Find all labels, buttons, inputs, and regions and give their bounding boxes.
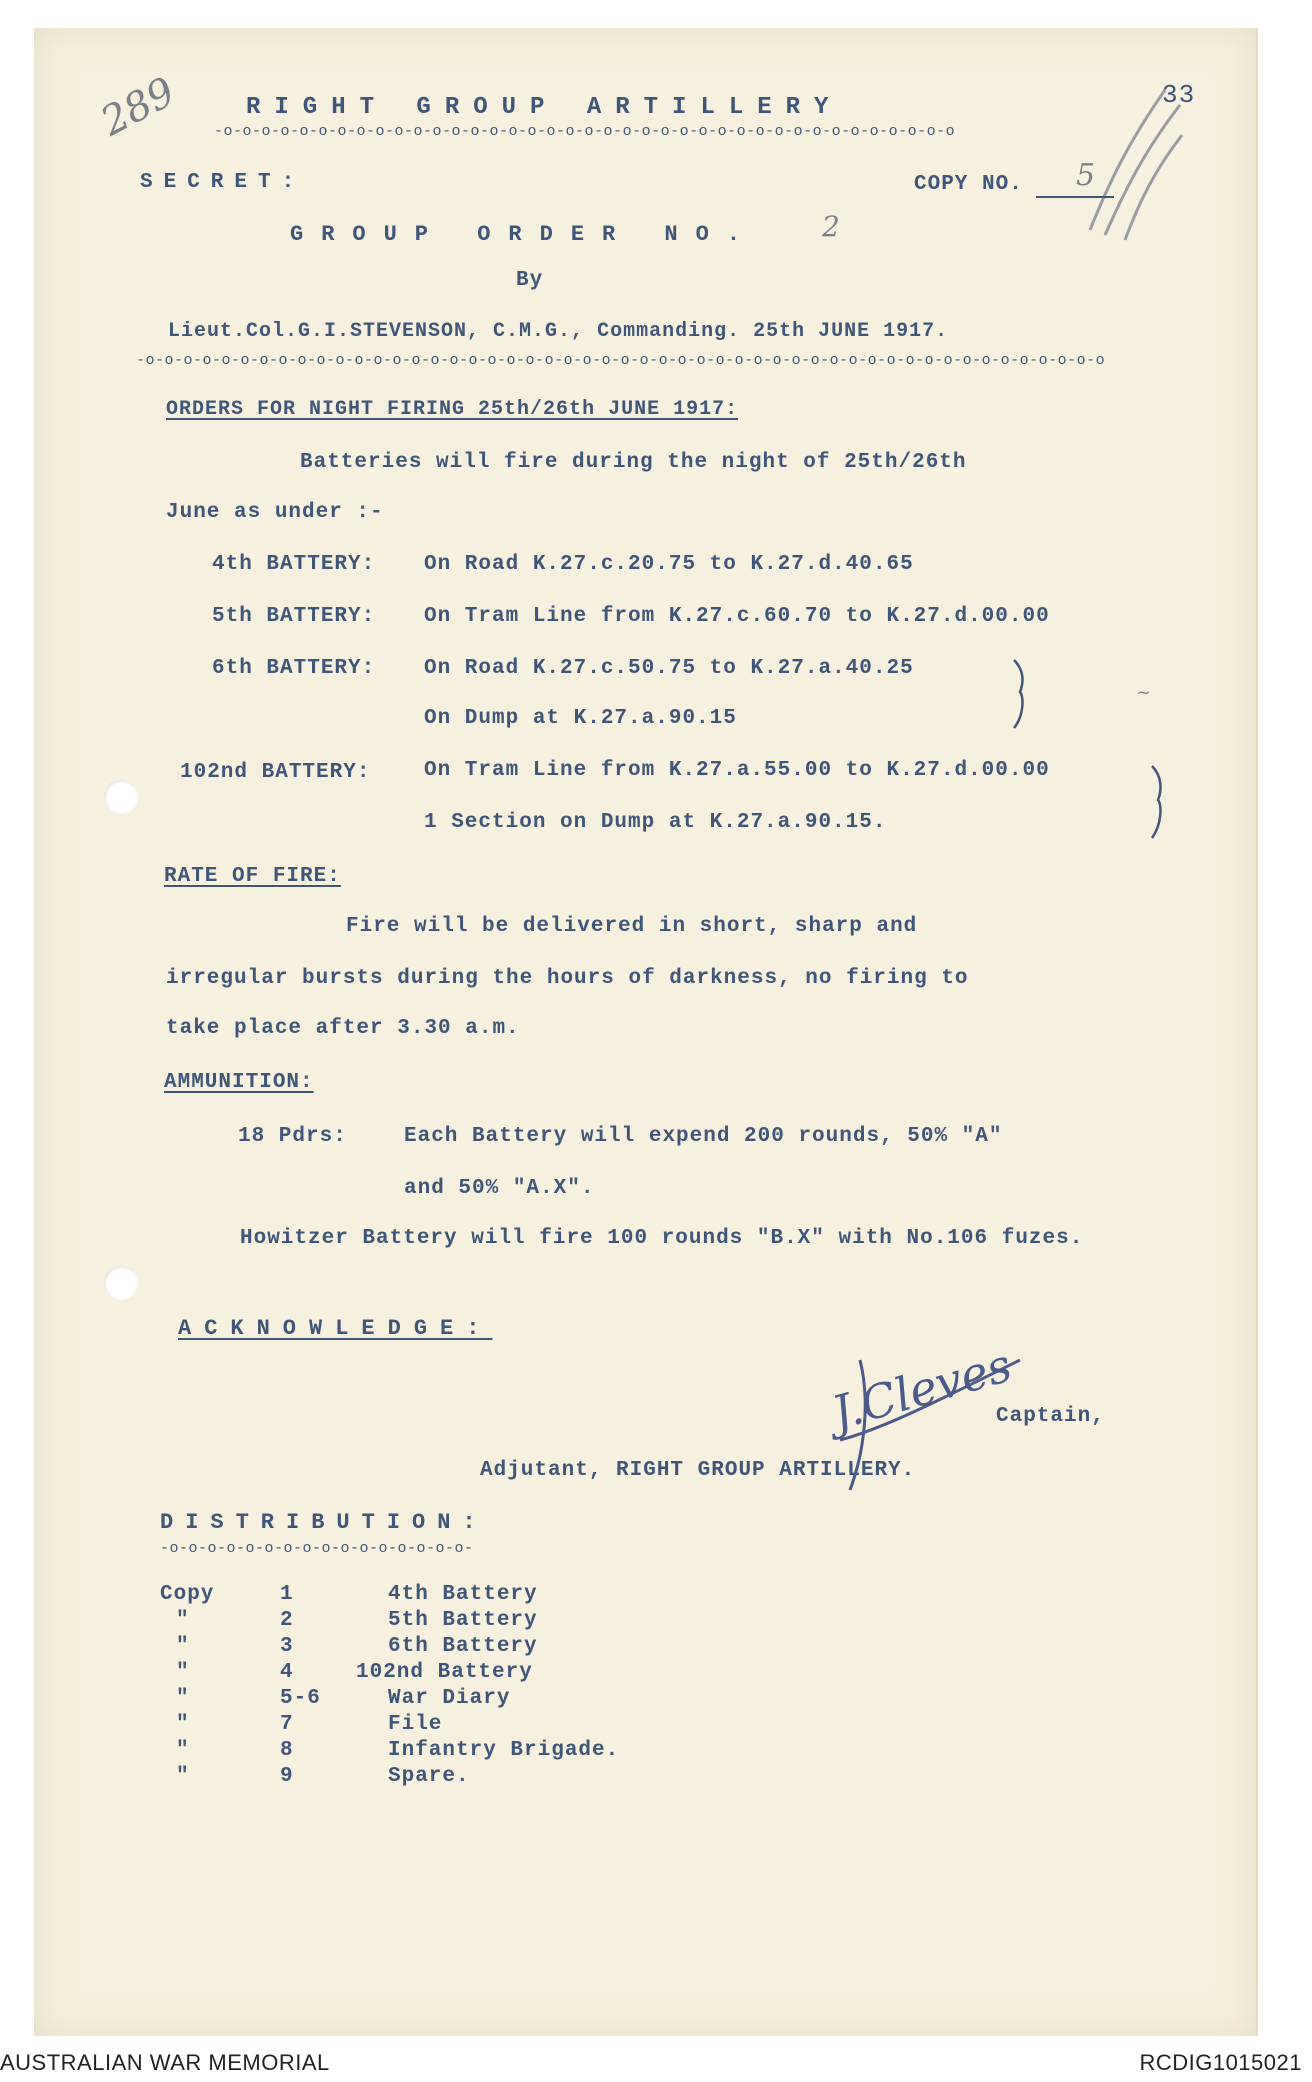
distribution-copy: " <box>176 1635 190 1658</box>
distribution-recipient: 102nd Battery <box>356 1661 533 1684</box>
punch-hole-top <box>104 780 138 814</box>
ammunition-label: 18 Pdrs: <box>238 1125 347 1148</box>
distribution-no: 1 <box>280 1583 294 1606</box>
ammunition-line: Howitzer Battery will fire 100 rounds "B.X" with No.106 fuzes. <box>240 1227 1084 1250</box>
distribution-no: 7 <box>280 1713 294 1736</box>
copy-label: COPY NO. <box>914 173 1023 196</box>
battery-unit: 4th BATTERY: <box>212 553 376 576</box>
footer-source: AUSTRALIAN WAR MEMORIAL <box>0 2050 330 2075</box>
signature: J.Cleves <box>826 1337 1018 1441</box>
battery-target: On Tram Line from K.27.c.60.70 to K.27.d.00.00 <box>424 605 1050 628</box>
distribution-dash-rule: -o-o-o-o-o-o-o-o-o-o-o-o-o-o-o-o- <box>160 1540 474 1557</box>
distribution-copy: Copy <box>160 1583 215 1606</box>
document-title: RIGHT GROUP ARTILLERY <box>246 94 843 121</box>
battery-unit: 102nd BATTERY: <box>180 761 371 784</box>
rate-heading: RATE OF FIRE: <box>164 865 341 888</box>
distribution-recipient: File <box>388 1713 443 1736</box>
battery-unit: 6th BATTERY: <box>212 657 376 680</box>
distribution-no: 4 <box>280 1661 294 1684</box>
rate-line: Fire will be delivered in short, sharp and <box>346 915 918 938</box>
bracket-mark-icon <box>1148 762 1172 842</box>
rate-line: irregular bursts during the hours of darkness, no firing to <box>166 967 969 990</box>
battery-unit: 5th BATTERY: <box>212 605 376 628</box>
signature-line: Adjutant, RIGHT GROUP ARTILLERY. <box>480 1459 916 1482</box>
distribution-recipient: 4th Battery <box>388 1583 538 1606</box>
orders-intro-2: June as under :- <box>166 501 384 524</box>
distribution-copy: " <box>176 1739 190 1762</box>
punch-hole-bottom <box>104 1266 138 1300</box>
copy-number: 5 <box>1076 158 1096 193</box>
distribution-recipient: War Diary <box>388 1687 511 1710</box>
battery-target: 1 Section on Dump at K.27.a.90.15. <box>424 811 887 834</box>
distribution-recipient: 6th Battery <box>388 1635 538 1658</box>
signature-rank: Captain, <box>996 1405 1105 1428</box>
bracket-mark-icon <box>1010 656 1034 732</box>
pencil-annotation: ~ <box>1136 682 1152 703</box>
distribution-no: 2 <box>280 1609 294 1632</box>
battery-target: On Road K.27.c.20.75 to K.27.d.40.65 <box>424 553 914 576</box>
distribution-heading: DISTRIBUTION: <box>160 1510 488 1535</box>
distribution-copy: " <box>176 1687 190 1710</box>
distribution-no: 8 <box>280 1739 294 1762</box>
copy-number-line <box>1036 196 1114 198</box>
distribution-no: 3 <box>280 1635 294 1658</box>
secret-label: SECRET: <box>140 171 306 194</box>
distribution-recipient: Spare. <box>388 1765 470 1788</box>
ammunition-heading: AMMUNITION: <box>164 1071 314 1094</box>
distribution-copy: " <box>176 1713 190 1736</box>
acknowledge-heading: ACKNOWLEDGE: <box>178 1316 493 1341</box>
distribution-recipient: Infantry Brigade. <box>388 1739 620 1762</box>
by-label: By <box>516 269 544 292</box>
battery-target: On Dump at K.27.a.90.15 <box>424 707 737 730</box>
battery-target: On Tram Line from K.27.a.55.00 to K.27.d.00.00 <box>424 759 1050 782</box>
order-title: GROUP ORDER NO. <box>290 222 759 247</box>
orders-heading: ORDERS FOR NIGHT FIRING 25th/26th JUNE 1917: <box>166 398 739 421</box>
orders-intro-1: Batteries will fire during the night of 25th/26th <box>300 451 967 474</box>
ammunition-line: Each Battery will expend 200 rounds, 50% "A" <box>404 1125 1003 1148</box>
commander-line: Lieut.Col.G.I.STEVENSON, C.M.G., Commanding. 25th JUNE 1917. <box>168 320 949 343</box>
distribution-copy: " <box>176 1765 190 1788</box>
footer-identifier: RCDIG1015021 <box>1139 2050 1302 2075</box>
distribution-no: 5-6 <box>280 1687 321 1710</box>
rate-line: take place after 3.30 a.m. <box>166 1017 520 1040</box>
page-number: 33 <box>1162 80 1196 110</box>
header-dash-rule: -o-o-o-o-o-o-o-o-o-o-o-o-o-o-o-o-o-o-o-o-o-o-o-o-o-o-o-o-o-o-o-o-o-o-o-o-o-o-o-o-o-o-o-o-o-o-o-o-o-o-o <box>136 352 1106 369</box>
distribution-copy: " <box>176 1609 190 1632</box>
folio-number: 289 <box>93 68 183 146</box>
battery-target: On Road K.27.c.50.75 to K.27.a.40.25 <box>424 657 914 680</box>
distribution-no: 9 <box>280 1765 294 1788</box>
signature-flourish-icon <box>820 1337 1030 1500</box>
ammunition-line: and 50% "A.X". <box>404 1177 595 1200</box>
distribution-recipient: 5th Battery <box>388 1609 538 1632</box>
order-number: 2 <box>822 210 840 243</box>
distribution-copy: " <box>176 1661 190 1684</box>
title-dash-rule: -o-o-o-o-o-o-o-o-o-o-o-o-o-o-o-o-o-o-o-o-o-o-o-o-o-o-o-o-o-o-o-o-o-o-o-o-o-o-o <box>214 123 956 140</box>
